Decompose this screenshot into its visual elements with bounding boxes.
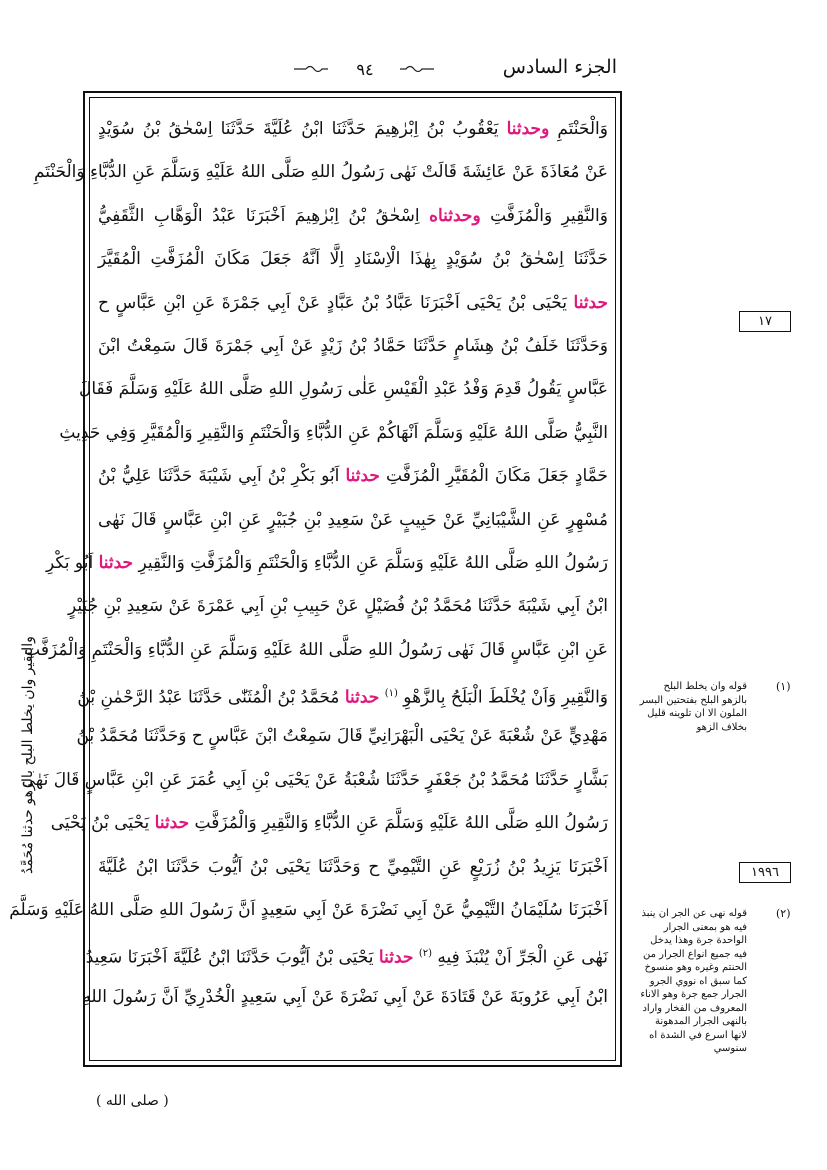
text-line: حَدَّثَنَا اِسْحٰقُ بْنُ سُوَيْدٍ بِهٰذَا الْاِسْنَادِ اِلَّا اَنَّهُ جَعَلَ مَكَانَ الْمُزَفَّتِ الْمُقَيَّرَ (98, 249, 608, 270)
text-line: اَخْبَرَنَا سُلَيْمَانُ التَّيْمِيُّ عَنْ اَبِي نَضْرَةَ عَنْ اَبِي سَعِيدٍ اَنَّ رَسُولَ اللهِ صَلَّى اللهُ عَلَيْهِ وَسَلَّمَ (9, 900, 608, 921)
footnote: قوله نهى عن الجر ان ينبذ فيه هو بمعنى الجرار الواحدة جرة وهذا يدخل فيه جميع انواع الجرار من الحنتم وغيره وهو منسوخ كما سبق اه نووي الجرو الجرار جمع جرة وهو الاناء المعروف من الفخار واراد بالنهى الجرار المدهونة لانها اسرع في الشدة اه سنوسي (640, 908, 747, 1054)
text-line: النَّبِيُّ صَلَّى اللهُ عَلَيْهِ وَسَلَّمَ اَنْهَاكُمْ عَنِ الدُّبَّاءِ وَالْحَنْتَمِ وَالنَّقِيرِ وَالْمُقَيَّرِ وَفِي حَدِيثِ (59, 422, 608, 443)
chain-marker: حدثنا (345, 466, 380, 487)
text-line: حدثنا يَحْيَى بْنُ يَحْيَى اَخْبَرَنَا عَبَّادُ بْنُ عَبَّادٍ عَنْ اَبِي جَمْرَةَ عَنِ ابْنِ عَبَّاسٍ ح (98, 292, 608, 313)
text-line: بَشَّارٍ حَدَّثَنَا مُحَمَّدُ بْنُ جَعْفَرٍ حَدَّثَنَا شُعْبَةُ عَنْ يَحْيَى بْنِ اَبِي عُمَرَ عَنِ ابْنِ عَبَّاسٍ قَالَ نَهٰى (21, 769, 608, 790)
note-marker: (١) (776, 680, 791, 693)
catchword: ( صلى الله ) (96, 1093, 169, 1109)
text-line: رَسُولُ اللهِ صَلَّى اللهُ عَلَيْهِ وَسَلَّمَ عَنِ الدُّبَّاءِ وَالنَّقِيرِ وَالْمُزَفَّتِ حدثنا يَحْيَى بْنُ يَحْيَى (50, 813, 608, 834)
text-line: عَنِ ابْنِ عَبَّاسٍ قَالَ نَهٰى رَسُولُ اللهِ صَلَّى اللهُ عَلَيْهِ وَسَلَّمَ عَنِ الدُّبَّاءِ وَالْحَنْتَمِ وَالْمُزَفَّتِ (24, 639, 608, 660)
side-margin-text: والنقير وان يخلط البلح بالزهو حدثنا مُحَمَّدُ (20, 636, 36, 874)
text-line: وَالنَّقِيرِ وَاَنْ يُخْلَطَ الْبَلَحُ بِالزَّهْوِ $^{(١)}$ حدثنا مُحَمَّدُ بْنُ الْمُثَنّٰى حَدَّثَنَا عَبْدُ الرَّحْمٰنِ بْنُ (77, 687, 608, 708)
footnote: قوله وان يخلط البلح بالزهو البلح بفتحتين البسر الملون الا ان تلوينه قليل بخلاف الزهو (639, 681, 747, 733)
text-line: عَبَّاسٍ يَقُولُ قَدِمَ وَفْدُ عَبْدِ الْقَيْسِ عَلٰى رَسُولِ اللهِ صَلَّى اللهُ عَلَيْهِ وَسَلَّمَ فَقَالَ (79, 379, 608, 400)
text-line: حَمَّادٍ جَعَلَ مَكَانَ الْمُقَيَّرِ الْمُزَفَّتِ حدثنا اَبُو بَكْرِ بْنُ اَبِي شَيْبَةَ حَدَّثَنَا عَلِيُّ بْنُ (98, 466, 609, 487)
right-ornament-icon (400, 64, 434, 74)
page-number: ٩٤ (356, 60, 374, 79)
footnote-ref: (١) (384, 688, 398, 700)
text-line: وَالنَّقِيرِ وَالْمُزَفَّتِ وحدثناه اِسْحٰقُ بْنُ اِبْرٰهِيمَ اَخْبَرَنَا عَبْدُ الْوَهَّابِ الثَّقَفِيُّ (98, 205, 608, 226)
text-line: عَنْ مُعَاذَةَ عَنْ عَائِشَةَ قَالَتْ نَهٰى رَسُولُ اللهِ صَلَّى اللهُ عَلَيْهِ وَسَلَّمَ عَنِ الدُّبَّاءِ وَالْحَنْتَمِ (33, 162, 608, 183)
text-line: نَهٰى عَنِ الْجَرِّ اَنْ يُنْبَذَ فِيهِ $^{(٢)}$ حدثنا يَحْيَى بْنُ اَيُّوبَ حَدَّثَنَا ابْنُ عُلَيَّةَ اَخْبَرَنَا سَعِيدُ (85, 948, 608, 969)
text-line: وَحَدَّثَنَا خَلَفُ بْنُ هِشَامٍ حَدَّثَنَا حَمَّادُ بْنُ زَيْدٍ عَنْ اَبِي جَمْرَةَ قَالَ سَمِعْتُ ابْنَ (98, 335, 608, 356)
part-title: الجزء السادس (502, 56, 617, 78)
chain-marker: حدثنا (378, 948, 414, 969)
note-marker: (٢) (776, 907, 791, 920)
chain-marker: حدثنا (154, 813, 190, 834)
text-line: مُسْهِرٍ عَنِ الشَّيْبَانِيِّ عَنْ حَبِيبٍ عَنْ سَعِيدِ بْنِ جُبَيْرٍ عَنِ ابْنِ عَبَّاسٍ قَالَ نَهٰى (98, 509, 608, 530)
text-line: رَسُولُ اللهِ صَلَّى اللهُ عَلَيْهِ وَسَلَّمَ عَنِ الدُّبَّاءِ وَالْحَنْتَمِ وَالْمُزَفَّتِ وَالنَّقِيرِ حدثنا اَبُو بَكْرِ (46, 552, 608, 573)
hadith-number-box: ١٧ (739, 311, 791, 332)
chain-marker: حدثنا (573, 292, 608, 313)
text-line: ابْنُ اَبِي شَيْبَةَ حَدَّثَنَا مُحَمَّدُ بْنُ فُضَيْلٍ عَنْ حَبِيبِ بْنِ اَبِي عَمْرَةَ عَنْ سَعِيدِ بْنِ جُبَيْرٍ (67, 596, 608, 617)
text-line: وَالْحَنْتَمِ وحدثنا يَعْقُوبُ بْنُ اِبْرٰهِيمَ حَدَّثَنَا ابْنُ عُلَيَّةَ حَدَّثَنَا اِسْحٰقُ بْنُ سُوَيْدٍ (98, 119, 608, 139)
text-line: مَهْدِيٍّ عَنْ شُعْبَةَ عَنْ يَحْيَى الْبَهْرَانِيِّ قَالَ سَمِعْتُ ابْنَ عَبَّاسٍ ح وَحَدَّثَنَا مُحَمَّدُ بْنُ (76, 726, 608, 747)
chain-marker: حدثنا (344, 687, 380, 708)
text-line: اَخْبَرَنَا يَزِيدُ بْنُ زُرَيْعٍ عَنِ التَّيْمِيِّ ح وَحَدَّثَنَا يَحْيَى بْنُ اَيُّوبَ حَدَّثَنَا ابْنُ عُلَيَّةَ (98, 856, 608, 877)
chain-marker: حدثنا (98, 552, 134, 573)
left-ornament-icon (294, 64, 328, 74)
chain-marker: وحدثنا (506, 119, 550, 139)
text-line (98, 1019, 608, 1062)
chain-marker: وحدثناه (429, 205, 481, 226)
footnote-ref: (٢) (418, 948, 432, 960)
hadith-number-box: ١٩٩٦ (739, 862, 791, 883)
text-line: ابْنُ اَبِي عَرُوبَةَ عَنْ قَتَادَةَ عَنْ اَبِي نَضْرَةَ عَنْ اَبِي سَعِيدٍ الْخُدْرِيِّ اَنَّ رَسُولَ اللهِ (82, 986, 608, 1007)
